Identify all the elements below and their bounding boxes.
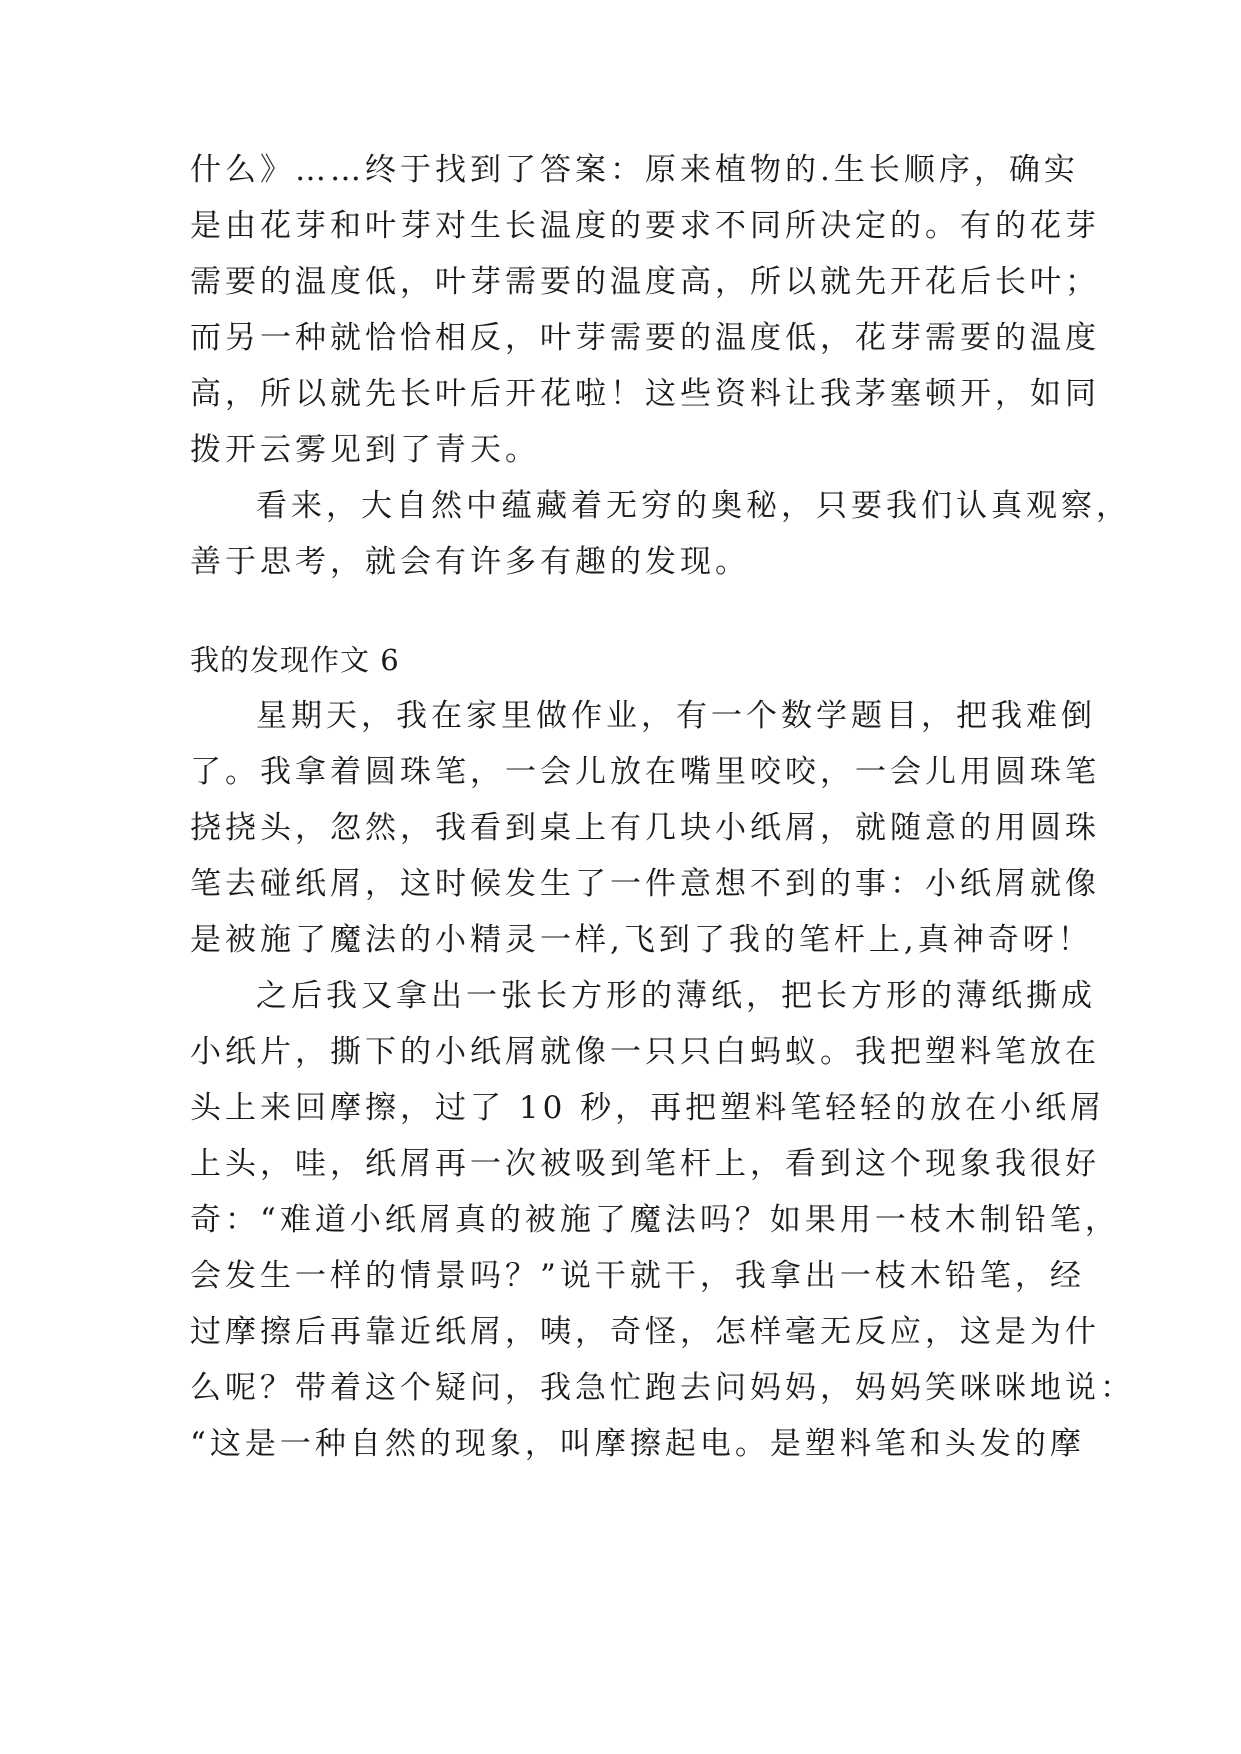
- paragraph-line: 了。我拿着圆珠笔，一会儿放在嘴里咬咬，一会儿用圆珠笔: [190, 754, 1100, 790]
- paragraph-line: 高，所以就先长叶后开花啦！这些资料让我茅塞顿开，如同: [190, 376, 1100, 412]
- paragraph-line: 挠挠头，忽然，我看到桌上有几块小纸屑，就随意的用圆珠: [190, 810, 1100, 846]
- paragraph-line: 奇：“难道小纸屑真的被施了魔法吗？如果用一枝木制铅笔，: [190, 1202, 1120, 1238]
- paragraph-line: 善于思考，就会有许多有趣的发现。: [190, 544, 750, 580]
- paragraph-line: 而另一种就恰恰相反，叶芽需要的温度低，花芽需要的温度: [190, 320, 1100, 356]
- paragraph-line: 头上来回摩擦，过了 10 秒，再把塑料笔轻轻的放在小纸屑: [190, 1090, 1106, 1126]
- paragraph-line: 会发生一样的情景吗？”说干就干，我拿出一枝木铅笔，经: [190, 1258, 1085, 1294]
- paragraph-line: 是被施了魔法的小精灵一样,飞到了我的笔杆上,真神奇呀！: [190, 922, 1093, 958]
- paragraph-line: “这是一种自然的现象，叫摩擦起电。是塑料笔和头发的摩: [190, 1426, 1085, 1462]
- document-body: [190, 0, 1135, 1754]
- paragraph-line: 之后我又拿出一张长方形的薄纸，把长方形的薄纸撕成: [256, 978, 1096, 1014]
- paragraph-line: 么呢？带着这个疑问，我急忙跑去问妈妈，妈妈笑咪咪地说：: [190, 1370, 1135, 1406]
- paragraph-line: 上头，哇，纸屑再一次被吸到笔杆上，看到这个现象我很好: [190, 1146, 1100, 1182]
- paragraph-line: 过摩擦后再靠近纸屑，咦，奇怪，怎样毫无反应，这是为什: [190, 1314, 1100, 1350]
- paragraph-line: 看来，大自然中蕴藏着无穷的奥秘，只要我们认真观察，: [256, 488, 1131, 524]
- section-heading: 我的发现作文 6: [190, 643, 400, 677]
- paragraph-line: 小纸片，撕下的小纸屑就像一只只白蚂蚁。我把塑料笔放在: [190, 1034, 1100, 1070]
- paragraph-line: 星期天，我在家里做作业，有一个数学题目，把我难倒: [256, 698, 1096, 734]
- paragraph-line: 是由花芽和叶芽对生长温度的要求不同所决定的。有的花芽: [190, 208, 1100, 244]
- paragraph-line: 笔去碰纸屑，这时候发生了一件意想不到的事：小纸屑就像: [190, 866, 1100, 902]
- paragraph-line: 需要的温度低，叶芽需要的温度高，所以就先开花后长叶；: [190, 264, 1100, 300]
- paragraph-line: 什么》……终于找到了答案：原来植物的.生长顺序，确实: [190, 152, 1079, 188]
- paragraph-line: 拨开云雾见到了青天。: [190, 432, 540, 468]
